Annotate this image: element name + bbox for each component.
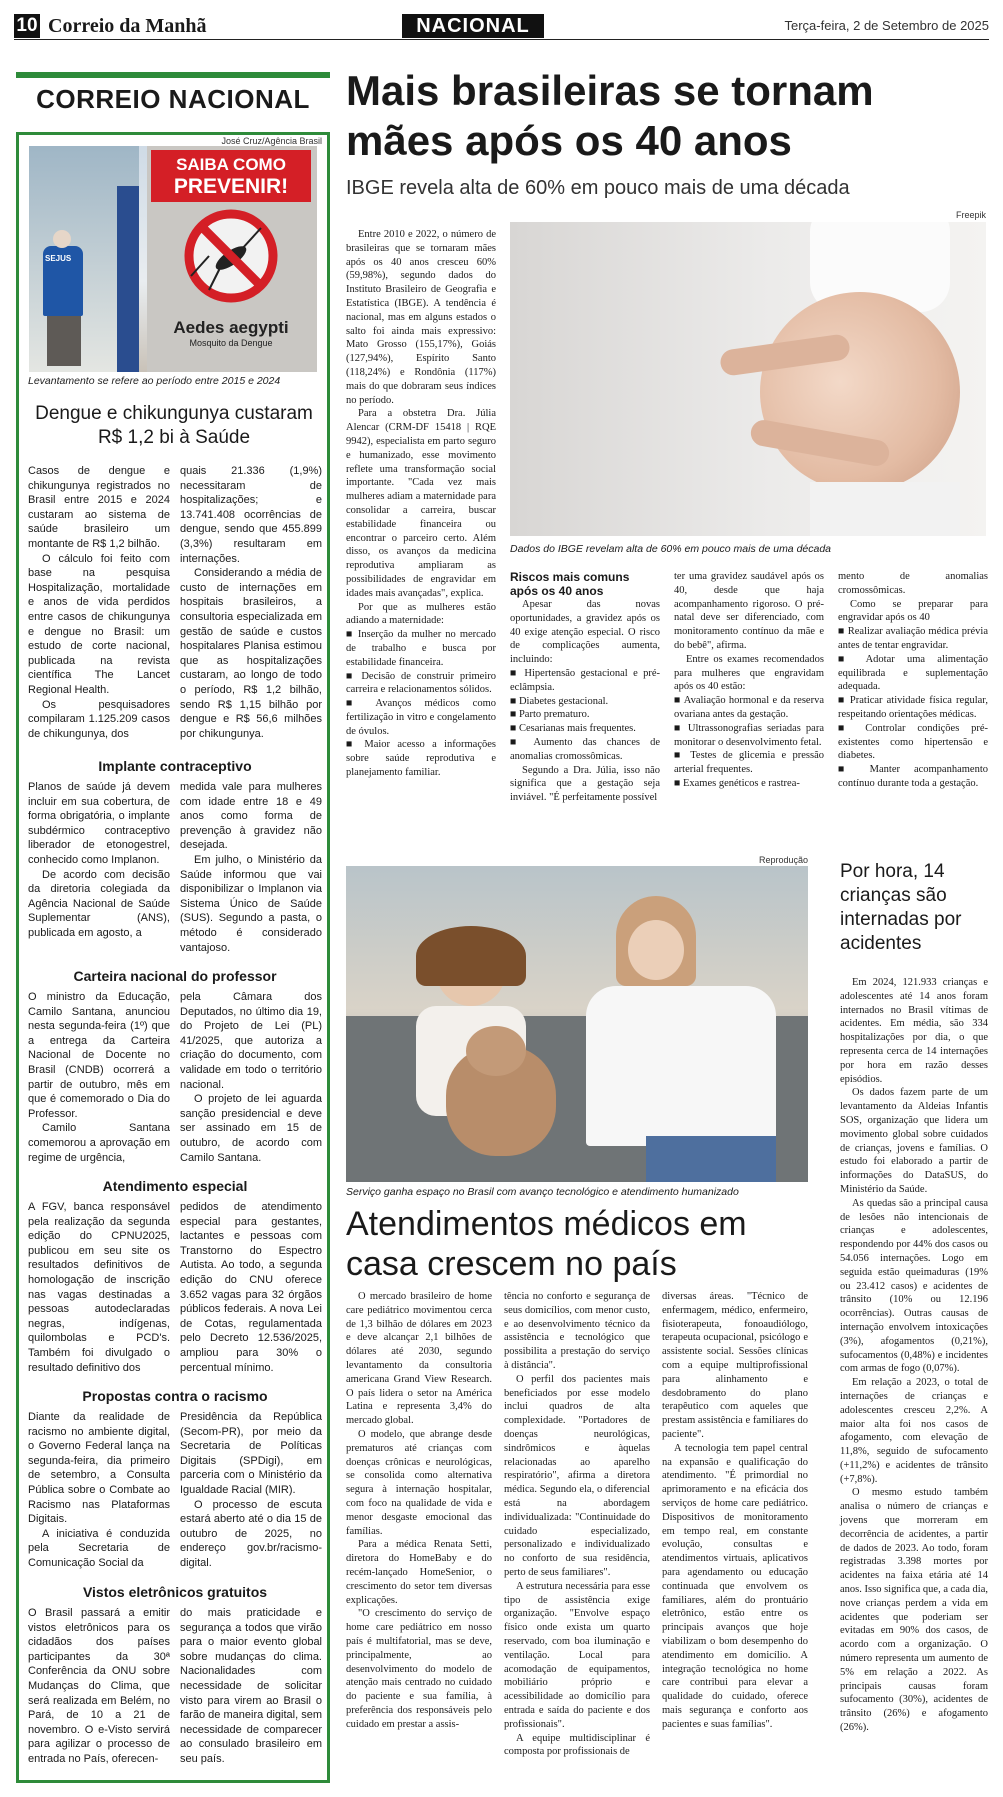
subhead-racismo: Propostas contra o racismo xyxy=(82,1388,268,1404)
vistos-col-1 xyxy=(28,1606,170,1767)
acidentes-body xyxy=(840,976,988,1735)
dengue-col-2 xyxy=(180,464,322,741)
paragraph: De acordo com decisão da diretoria colegiada da Agência Nacional de Saúde Suplementar (ANS), publicada em agosto, a xyxy=(28,868,170,939)
bullet-item: ■ Cesarianas mais frequentes. xyxy=(510,723,636,735)
subhead-riscos: Riscos mais comuns após os 40 anos xyxy=(510,570,630,598)
bullet-item: ■ Hipertensão gestacional e pré-eclâmpsia. xyxy=(510,667,660,693)
paragraph: O processo de escuta estará aberto até o dia 15 de outubro de 2025, no endereço gov.br/racismo-digital. xyxy=(180,1498,322,1569)
paragraph: Segundo a Dra. Júlia, isso não significa que a gestação seja inviável. "É perfeitamente possível xyxy=(510,764,660,804)
subhead-carteira: Carteira nacional do professor xyxy=(73,968,277,984)
bullet-item: ■ Decisão de construir primeiro carreira e relacionamentos sólidos. xyxy=(346,670,496,696)
main-headline: Mais brasileiras se tornam mães após os 40 anos xyxy=(346,67,874,164)
paragraph: O cálculo foi feito com base na pesquisa Hospitalização, mortalidade e anos de vida perdidos entre casos de chikungunya e dengue no Brasil: um estudo de corte nacional, publicada na revista científica The Lancet Regional Health. xyxy=(28,552,170,696)
page-header xyxy=(14,14,989,40)
paragraph: Casos de dengue e chikungunya registrados no Brasil entre 2015 e 2024 custaram ao sistema de saúde brasileiro um montante de R$ 1,2 bilhão. xyxy=(28,465,170,550)
paragraph: O Brasil passará a emitir vistos eletrônicos para os cidadãos dos países participantes da 30ª Conferência da ONU sobre Mudanças do Clima, que será realizada em Belém, no Pará, de 10 a 21 de novembro. O e-Visto servirá para agilizar o processo de entrada no País, oferecen- xyxy=(28,1607,170,1765)
paragraph: Entre os exames recomendados para mulheres que engravidam após os 40 estão: xyxy=(674,653,824,693)
doctor-child-photo xyxy=(346,866,808,1182)
bullet-item: ■ Exames genéticos e rastrea- xyxy=(674,777,800,789)
paragraph: Por que as mulheres estão adiando a maternidade: xyxy=(346,601,496,627)
home-col-1 xyxy=(346,1290,492,1732)
paragraph: O ministro da Educação, Camilo Santana, anunciou nesta segunda-feira (1º) que a entrega da Carteira Nacional de Docente no Brasil (CNDB) ocorrerá a partir de outubro, mês em que é comemorado o Dia do Professor. xyxy=(28,991,170,1120)
headline-dengue: Dengue e chikungunya custaram R$ 1,2 bi à Saúde xyxy=(35,403,313,448)
paragraph: O projeto de lei aguarda sanção presidencial e deve ser assinado em 15 de outubro, de acordo com Camilo Santana. xyxy=(180,1093,322,1164)
sign-species: Aedes aegypti xyxy=(173,318,289,337)
paragraph: medida vale para mulheres com idade entre 18 e 49 anos como forma de prevenção à gravidez não desejada. xyxy=(180,781,322,852)
photo-credit: Reprodução xyxy=(758,855,808,865)
main-subheadline: IBGE revela alta de 60% em pouco mais de uma década xyxy=(346,177,850,199)
bullet-item: ■ Controlar condições pré-existentes como hipertensão e diabetes. xyxy=(838,722,988,762)
subhead-atendimento: Atendimento especial xyxy=(102,1178,248,1194)
paragraph: Em 2024, 121.933 crianças e adolescentes até 14 anos foram internados no Brasil vítimas de acidentes. Em média, são 334 hospitalizações por dia, o que representa cerca de 14 internações por hora em razão desses episódios. xyxy=(840,977,988,1085)
bullet-item: ■ Ultrassonografias seriadas para monitorar o desenvolvimento fetal. xyxy=(674,722,824,748)
vest-label: SEJUS xyxy=(45,254,72,263)
bullet-item: ■ Avanços médicos como fertilização in vitro e congelamento de óvulos. xyxy=(346,698,496,737)
headline-acidentes: Por hora, 14 crianças são internadas por acidentes xyxy=(840,861,962,954)
photo-caption: Dados do IBGE revelam alta de 60% em pouco mais de uma década xyxy=(510,543,832,555)
main-col-2 xyxy=(510,570,660,805)
paragraph: "O crescimento do serviço de home care pediátrico em nosso país é multifatorial, mas se deve, principalmente, ao desenvolvimento do modelo de atenção mais centrado no cuidado do paciente e sua família, à preferência dos responsáveis pelo cuidado em prestar a assis- xyxy=(346,1608,492,1730)
atendimento-col-2 xyxy=(180,1200,322,1375)
sidebar-title: CORREIO NACIONAL xyxy=(36,84,310,114)
paragraph: Diante da realidade de racismo no ambiente digital, o Governo Federal lança na segunda-feira, dia primeiro de setembro, a Consulta Pública sobre o Combate ao Racismo nas Plataformas Digitais. xyxy=(28,1411,170,1526)
home-col-3 xyxy=(662,1290,808,1732)
sidebar-accent-bar xyxy=(16,72,330,78)
photo-credit: Freepik xyxy=(955,210,986,220)
paragraph: A tecnologia tem papel central na expansão e qualificação do atendimento. "É primordial no aprimoramento e na eficácia dos serviços de home care pediátrico. Dispositivos de monitoramento em tempo real, em constante evolução, consultas e atendimentos virtuais, aplicativos para agendamento ou educação continuada que envolvem os familiares, além do prontuário eletrônico, estão entre os principais avanços que hoje viabilizam o bom desempenho do atendimento em domicílio. A integração tecnológica no home care contribui para elevar a qualidade do cuidado, oferece mais segurança e conforto aos pacientes e suas famílias". xyxy=(662,1442,808,1730)
paragraph: O mesmo estudo também analisa o número de crianças e jovens que morreram em decorrência de acidentes, a partir de dados de 2023. Ao todo, foram registradas 3.398 mortes por acidentes na faixa etária até 14 anos. Isso significa que, a cada dia, nove crianças perdem a vida em acidentes que poderiam ser evitadas em 90% dos casos, de acordo com a organização. O número representa um aumento de 5% em relação a 2022. As principais causas foram sufocamento (30%), acidentes de trânsito (26%) e afogamento (26%). xyxy=(840,1487,988,1734)
paragraph: A estrutura necessária para esse tipo de assistência exige organização. "Envolve espaço físico onde exista um quarto reservado, com boa iluminação e ventilação. Local para acomodação de equipamentos, mobiliário próprio e acessibilidade ao domicílio para entrada e saída do paciente e dos profissionais". xyxy=(504,1580,650,1730)
newspaper-brand: Correio da Manhã xyxy=(48,15,207,37)
subhead-vistos: Vistos eletrônicos gratuitos xyxy=(82,1584,268,1600)
paragraph: Apesar das novas oportunidades, a gravidez após os 40 exige atenção especial. O risco de complicações aumenta, incluindo: xyxy=(510,599,660,666)
page-number: 10 xyxy=(14,14,40,38)
vistos-col-2 xyxy=(180,1606,322,1767)
paragraph: O perfil dos pacientes mais beneficiados por esse modelo inclui quadros de alta complexidade. "Portadores de doenças neurológicas, sindrômicos e àquelas relacionadas ao aparelho respiratório", afirma a diretora médica. Segundo ela, o diferencial está na abordagem individualizada: "Continuidade do cuidado especializado, personalizado e individualizado no conforto de sua residência, perto de seus familiares". xyxy=(504,1373,650,1578)
paragraph: Para a obstetra Dra. Júlia Alencar (CRM-DF 15418 | RQE 9942), especialista em parto seguro e humanizado, esse movimento reflete uma transformação social importante. "Cada vez mais mulheres adiam a maternidade para consolidar a carreira, buscar estabilidade financeira ou encontrar o parceiro certo. Além disso, os avanços da medicina reprodutiva ampliaram as possibilidades de engravidar em idades mais avançadas", explica. xyxy=(346,408,496,599)
paragraph: A equipe multidisciplinar é composta por profissionais de xyxy=(504,1732,650,1758)
carteira-col-1 xyxy=(28,990,170,1165)
bullet-item: ■ Adotar uma alimentação equilibrada e suplementação adequada. xyxy=(838,653,988,693)
no-mosquito-icon xyxy=(181,206,281,306)
main-col-4 xyxy=(838,570,988,791)
paragraph: mento de anomalias cromossômicas. xyxy=(838,571,988,596)
paragraph: As quedas são a principal causa de lesões não intencionais de crianças e adolescentes, respondendo por 44% dos casos ou 54.056 internações. Logo em seguida estão queimaduras (19% ou 23.412 casos) e acidentes de trânsito (10% ou 12.196 ocorrências). Outras causas de internação envolvem intoxicações (3%), afogamentos (0,21%), sufocamentos (0,48%) e incidentes com armas de fogo (0,07%). xyxy=(840,1197,988,1375)
photo-caption: Levantamento se refere ao período entre 2015 e 2024 xyxy=(28,375,281,387)
paragraph: O mercado brasileiro de home care pediátrico movimentou cerca de 1,3 bilhão de dólares em 2023 e deve alcançar 2,1 bilhões de dólares até 2030, segundo levantamento da consultoria americana Grand View Research. O país lidera o setor na América Latina e representa 3,4% do mercado global. xyxy=(346,1291,492,1427)
paragraph: pela Câmara dos Deputados, no último dia 19, do Projeto de Lei (PL) 41/2025, que autoriza a criação do documento, com validade em todo o território nacional. xyxy=(180,991,322,1091)
headline-home-care: Atendimentos médicos em casa crescem no país xyxy=(346,1205,747,1283)
paragraph: Entre 2010 e 2022, o número de brasileiras que se tornaram mães após os 40 anos cresceu 60% (59,98%), segundo dados do Instituto Brasileiro de Geografia e Estatística (IBGE). A tendência é nacional, mas em alguns estados o salto foi ainda mais expressivo: Mato Grosso (155,17%), Goiás (127,94%), Espírito Santo (118,24%) e Rondônia (117%) mais do que dobraram seus índices no período. xyxy=(346,229,496,406)
photo-caption: Serviço ganha espaço no Brasil com avanço tecnológico e atendimento humanizado xyxy=(346,1186,739,1198)
paragraph: Planos de saúde já devem incluir em sua cobertura, de forma obrigatória, o implante subdérmico contraceptivo liberador de etonogestrel, conhecido como Implanon. xyxy=(28,781,170,866)
paragraph: Em relação a 2023, o total de internações de crianças e adolescentes cresceu 2,2%. A maior alta foi nos casos de afogamento, com elevação de 11,8%, seguido de sufocamento (+11,2%) e acidentes de trânsito (+7,8%). xyxy=(840,1377,988,1485)
paragraph: Presidência da República (Secom-PR), por meio da Secretaria de Políticas Digitais (SPDigi), em parceria com o Ministério da Igualdade Racial (MIR). xyxy=(180,1411,322,1496)
photo-credit: José Cruz/Agência Brasil xyxy=(221,136,322,146)
paragraph: do mais praticidade e segurança a todos que virão para o maior evento global sobre mudanças do clima. Nacionalidades com necessidade de solicitar visto para virem ao Brasil o farão de maneira digital, sem necessidade de comparecer ao consulado brasileiro em seu país. xyxy=(180,1607,322,1765)
sign-subtitle: Mosquito da Dengue xyxy=(189,338,273,348)
atendimento-col-1 xyxy=(28,1200,170,1375)
paragraph: A FGV, banca responsável pela realização da segunda edição do CPNU2025, publicou em seu site os resultados definitivos de homologação de inscrição nas vagas destinadas a pessoas autodeclaradas negras, indígenas, quilombolas e PCD's. Também foi divulgado o resultado definitivo dos xyxy=(28,1201,170,1374)
bullet-item: ■ Parto prematuro. xyxy=(510,709,590,721)
paragraph: Em julho, o Ministério da Saúde informou que vai disponibilizar o Implanon via Sistema Único de Saúde (SUS). Segundo a pasta, o método é considerado vantajoso. xyxy=(180,853,322,954)
bullet-item: ■ Realizar avaliação médica prévia antes de tentar engravidar. xyxy=(838,626,988,651)
sign-header xyxy=(151,150,311,202)
paragraph: Para a médica Renata Setti, diretora do HomeBaby e do recém-lançado HomeSenior, o crescimento do setor tem diversas explicações. xyxy=(346,1539,492,1606)
paragraph: Os pesquisadores compilaram 1.125.209 casos de chikungunya, dos xyxy=(28,698,170,740)
main-col-1 xyxy=(346,228,496,780)
paragraph: Camilo Santana comemorou a aprovação em regime de urgência, xyxy=(28,1122,170,1164)
paragraph: tência no conforto e segurança de seus domicílios, com menor custo, e ao desenvolvimento técnico da assistência e tecnológico que possibilita a prestação do serviço à distância". xyxy=(504,1291,650,1371)
paragraph: O modelo, que abrange desde prematuros até crianças com doenças crônicas e neurológicas, se consolida como alternativa segura à internação hospitalar, com foco na qualidade de vida e menor desgaste emocional das famílias. xyxy=(346,1428,492,1537)
issue-date: Terça-feira, 2 de Setembro de 2025 xyxy=(784,18,989,33)
paragraph: A iniciativa é conduzida pela Secretaria de Comunicação Social da xyxy=(28,1527,170,1569)
bullet-item: ■ Aumento das chances de anomalias cromossômicas. xyxy=(510,736,660,762)
dengue-col-1 xyxy=(28,464,170,741)
bullet-item: ■ Praticar atividade física regular, respeitando orientações médicas. xyxy=(838,695,988,720)
paragraph: pedidos de atendimento especial para gestantes, lactantes e pessoas com Transtorno do Espectro Autista. Ao todo, a segunda edição do CNU oferece 3.652 vagas para 32 órgãos públicos federais. A nova Lei de Cotas, regulamentada pelo Decreto 12.536/2025, ampliou para 30% o percentual mínimo. xyxy=(180,1201,322,1374)
racismo-col-2 xyxy=(180,1410,322,1571)
bullet-item: ■ Inserção da mulher no mercado de trabalho e busca por estabilidade financeira. xyxy=(346,629,496,668)
carteira-col-2 xyxy=(180,990,322,1165)
paragraph: diversas áreas. "Técnico de enfermagem, médico, enfermeiro, fisioterapeuta, fonoaudiólogo, terapeuta ocupacional, psicólogo e assistente social. Sessões clínicas com a equipe multiprofissional para alinhamento e desdobramento do plano terapêutico com aqueles que prestam assistência e familiares do paciente". xyxy=(662,1291,808,1440)
bullet-item: ■ Avaliação hormonal e da reserva ovariana antes da gestação. xyxy=(674,695,824,720)
racismo-col-1 xyxy=(28,1410,170,1571)
sign-line-1: SAIBA COMO xyxy=(176,155,286,174)
section-label: NACIONAL xyxy=(402,14,544,38)
pregnant-woman-photo xyxy=(510,222,986,536)
sign-line-2: PREVENIR! xyxy=(173,175,289,198)
home-col-2 xyxy=(504,1290,650,1759)
bullet-item: ■ Manter acompanhamento contínuo durante toda a gestação. xyxy=(838,764,988,789)
main-col-3 xyxy=(674,570,824,791)
implante-col-2 xyxy=(180,780,322,955)
paragraph: Considerando a média de custo de internações em hospitais brasileiros, a consultoria especializada em gestão de saúde e custos hospitalares Planisa estimou que as hospitalizações custaram, ao longo de todo o período, R$ 1,2 bilhão, sendo R$ 1,15 bilhão por dengue e R$ 56,6 milhões por chikungunya. xyxy=(180,567,322,740)
bullet-item: ■ Diabetes gestacional. xyxy=(510,695,609,707)
bullet-item: ■ Maior acesso a informações sobre saúde reprodutiva e planejamento familiar. xyxy=(346,739,496,779)
paragraph: ter uma gravidez saudável após os 40, desde que haja acompanhamento rigoroso. O pré-natal deve ser diferenciado, com monitoramento contínuo da mãe e do bebê", afirma. xyxy=(674,571,824,651)
implante-col-1 xyxy=(28,780,170,941)
bullet-item: ■ Testes de glicemia e pressão arterial frequentes. xyxy=(674,750,824,776)
dengue-campaign-photo xyxy=(29,146,317,372)
paragraph: quais 21.336 (1,9%) necessitaram de hospitalizações; e 13.741.408 ocorrências de dengue, sendo que 455.899 (3,3%) resultaram em internações. xyxy=(180,465,322,565)
paragraph: Como se preparar para engravidar após os 40 xyxy=(838,598,988,624)
subhead-implante: Implante contraceptivo xyxy=(98,758,252,774)
paragraph: Os dados fazem parte de um levantamento da Aldeias Infantis SOS, organização que lidera um movimento global sobre cuidados de crianças, jovens e famílias. O estudo foi elaborado a partir de informações do DataSUS, do Ministério da Saúde. xyxy=(840,1087,988,1195)
